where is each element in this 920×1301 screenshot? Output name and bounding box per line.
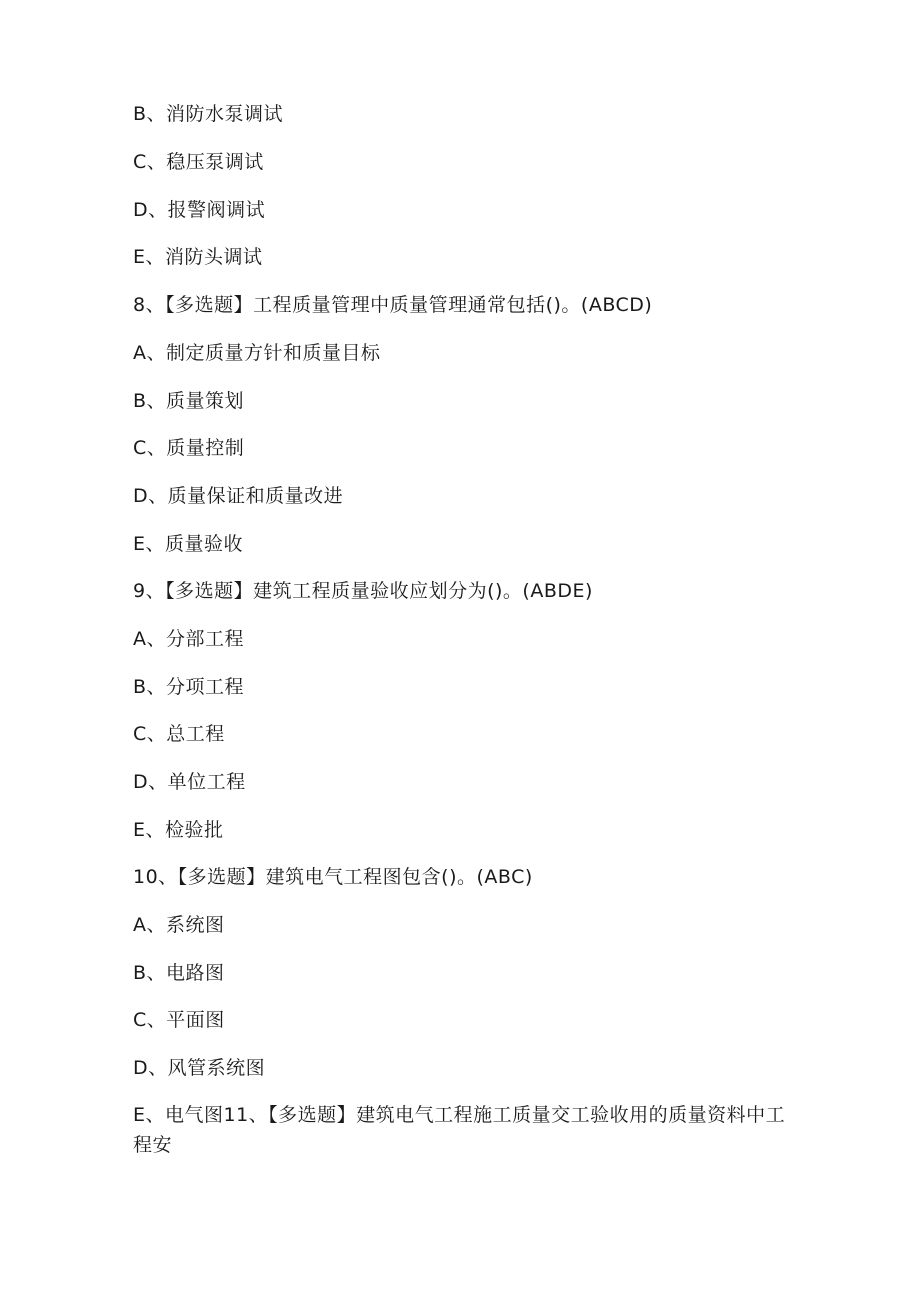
option-line: A、制定质量方针和质量目标 xyxy=(133,342,381,364)
question-line: 8、【多选题】工程质量管理中质量管理通常包括()。(ABCD) xyxy=(133,294,653,316)
option-line: D、风管系统图 xyxy=(133,1057,266,1079)
option-line: A、系统图 xyxy=(133,914,225,936)
option-line: A、分部工程 xyxy=(133,628,244,650)
option-line: C、总工程 xyxy=(133,723,225,745)
question-line: 10、【多选题】建筑电气工程图包含()。(ABC) xyxy=(133,866,533,888)
question-line: 9、【多选题】建筑工程质量验收应划分为()。(ABDE) xyxy=(133,580,593,602)
option-line: B、消防水泵调试 xyxy=(133,103,284,125)
option-line: B、分项工程 xyxy=(133,676,245,698)
option-line: E、检验批 xyxy=(133,819,224,841)
option-line: D、单位工程 xyxy=(133,771,246,793)
option-line: B、质量策划 xyxy=(133,390,245,412)
option-line: E、消防头调试 xyxy=(133,246,263,268)
option-line: D、报警阀调试 xyxy=(133,199,266,221)
option-line-wrapped: E、电气图11、【多选题】建筑电气工程施工质量交工验收用的质量资料中工程安 xyxy=(133,1104,786,1156)
option-line: C、稳压泵调试 xyxy=(133,151,264,173)
option-line: E、质量验收 xyxy=(133,533,244,555)
option-line: B、电路图 xyxy=(133,962,225,984)
option-line: C、质量控制 xyxy=(133,437,245,459)
option-line: D、质量保证和质量改进 xyxy=(133,485,344,507)
option-line: C、平面图 xyxy=(133,1009,225,1031)
